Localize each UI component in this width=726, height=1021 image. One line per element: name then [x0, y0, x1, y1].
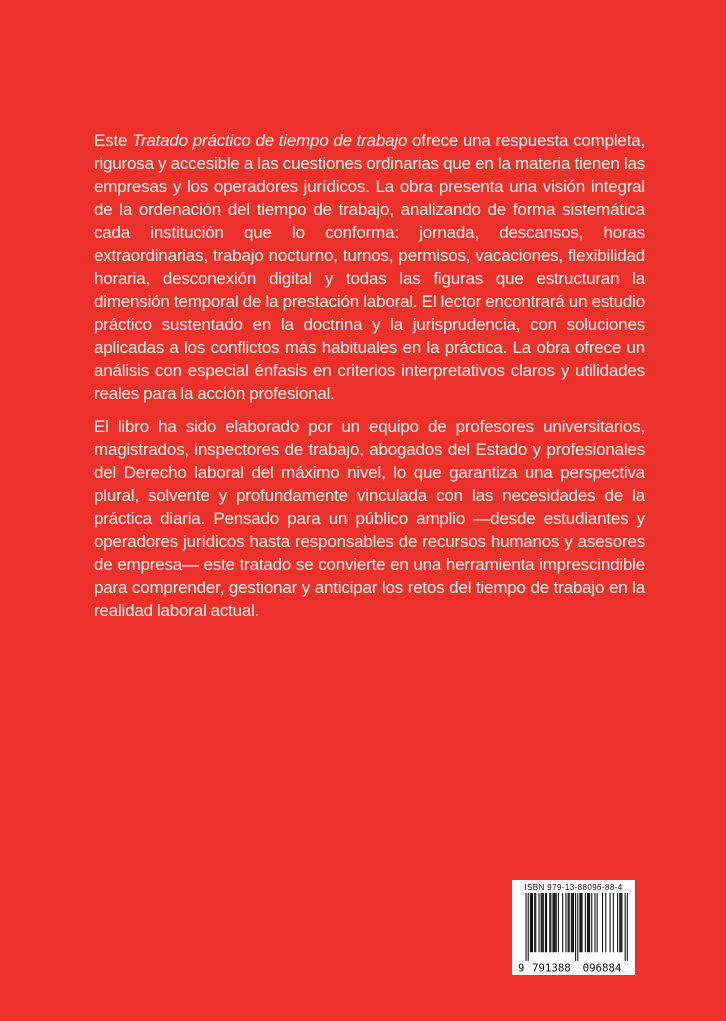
blurb-paragraph-1	[94, 129, 645, 405]
svg-text:791388: 791388	[531, 963, 571, 973]
blurb-paragraph-2: El libro ha sido elaborado por un equipo de profesores universitarios, magistrados, inspectores de trabajo, abogados del Estado y profesionales del Derecho laboral del máximo nivel, lo que garantiza una perspectiva plural, solvente y profundamente vinculada con las necesidades de la práctica diaria. Pensado para un público amplio —desde estudiantes y operadores jurídicos hasta responsables de recursos humanos y asesores de empresa— este tratado se convierte en una herramienta imprescindible para comprender, gestionar y anticipar los retos del tiempo de trabajo en la realidad laboral actual.	[94, 417, 645, 620]
isbn-barcode-panel	[512, 880, 635, 975]
blurb-p1-lead: Este	[94, 131, 128, 150]
back-cover-blurb	[94, 129, 645, 622]
svg-text:9: 9	[517, 963, 524, 973]
isbn-label: ISBN 979-13-88096-88-4	[524, 883, 623, 892]
book-title-italic: Tratado práctico de tiempo de trabajo	[132, 131, 408, 150]
blurb-p1-body: ofrece una respuesta completa, rigurosa y accesible a las cuestiones ordinarias que en la materia tienen las empresas y los operadores jurídicos. La obra presenta una visión integral de la ordenación del tiempo de trabajo, analizando de forma sistemática cada institución que lo conforma: jornada, descansos, horas extraordinarias, trabajo nocturno, turnos, permisos, vacaciones, flexibilidad horaria, desconexión digital y todas las figuras que estructuran la dimensión temporal de la prestación laboral. El lector encontrará un estudio práctico sustentado en la doctrina y la jurisprudencia, con soluciones aplicadas a los conflictos más habituales en la práctica. La obra ofrece un análisis con especial énfasis en criterios interpretativos claros y utilidades reales para la acción profesional.	[94, 131, 645, 403]
svg-text:096884: 096884	[582, 963, 621, 973]
ean13-barcode	[518, 893, 630, 973]
